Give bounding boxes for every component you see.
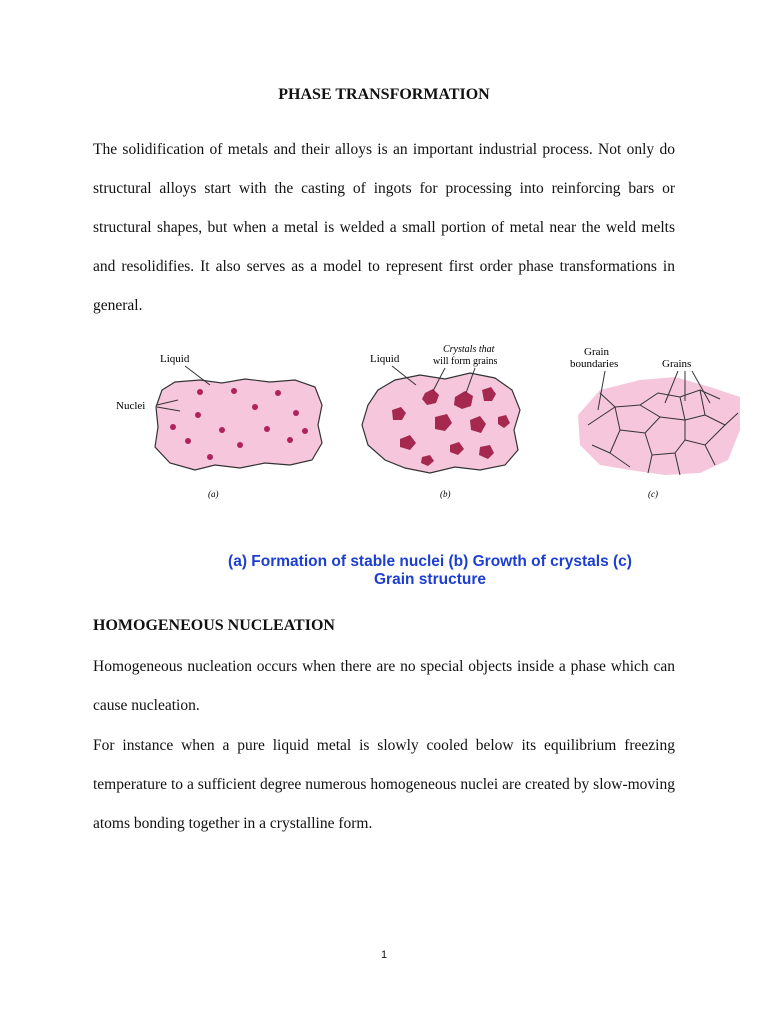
panel-a-tag: (a) bbox=[208, 489, 219, 499]
label-crystals-2: will form grains bbox=[433, 356, 498, 367]
caption-line-2: Grain structure bbox=[374, 571, 486, 588]
panel-c bbox=[570, 346, 740, 499]
solidification-figure bbox=[100, 335, 750, 510]
intro-paragraph: The solidification of metals and their alloys is an important industrial process. Not only do structural alloys start with the casting of ingots for processing into reinforcing bars or structural shapes, but when a metal is welded a small portion of metal near the weld melts and resolidifies. It also serves as a model to represent first order phase transformations in general. bbox=[93, 141, 675, 314]
panel-b-tag: (b) bbox=[440, 489, 451, 499]
label-nuclei: Nuclei bbox=[116, 400, 146, 412]
caption-line-1: (a) Formation of stable nuclei (b) Growth of crystals (c) bbox=[228, 553, 632, 570]
panel-a-liquid-blob bbox=[155, 379, 322, 470]
homogeneous-example: For instance when a pure liquid metal is slowly cooled below its equilibrium freezing temperature to a sufficient degree numerous homogeneous nuclei are created by slow-moving atoms bonding together in a crystalline form. bbox=[93, 737, 675, 832]
page-title: PHASE TRANSFORMATION bbox=[278, 86, 490, 103]
label-liquid-b: Liquid bbox=[370, 353, 400, 365]
homogeneous-definition: Homogeneous nucleation occurs when there are no special objects inside a phase which can cause nucleation. bbox=[93, 658, 675, 714]
label-grain-1: Grain bbox=[584, 346, 610, 358]
panel-c-tag: (c) bbox=[648, 489, 658, 499]
figure-caption bbox=[120, 553, 740, 589]
panel-c-grain-area bbox=[578, 377, 740, 475]
page-number: 1 bbox=[380, 949, 388, 961]
section-heading: HOMOGENEOUS NUCLEATION bbox=[93, 617, 335, 634]
panel-b bbox=[362, 344, 520, 499]
panel-a bbox=[116, 353, 322, 499]
label-grains: Grains bbox=[662, 358, 692, 370]
label-liquid-a: Liquid bbox=[160, 353, 190, 365]
label-grain-2: boundaries bbox=[570, 358, 619, 370]
label-crystals-1: Crystals that bbox=[443, 344, 495, 355]
